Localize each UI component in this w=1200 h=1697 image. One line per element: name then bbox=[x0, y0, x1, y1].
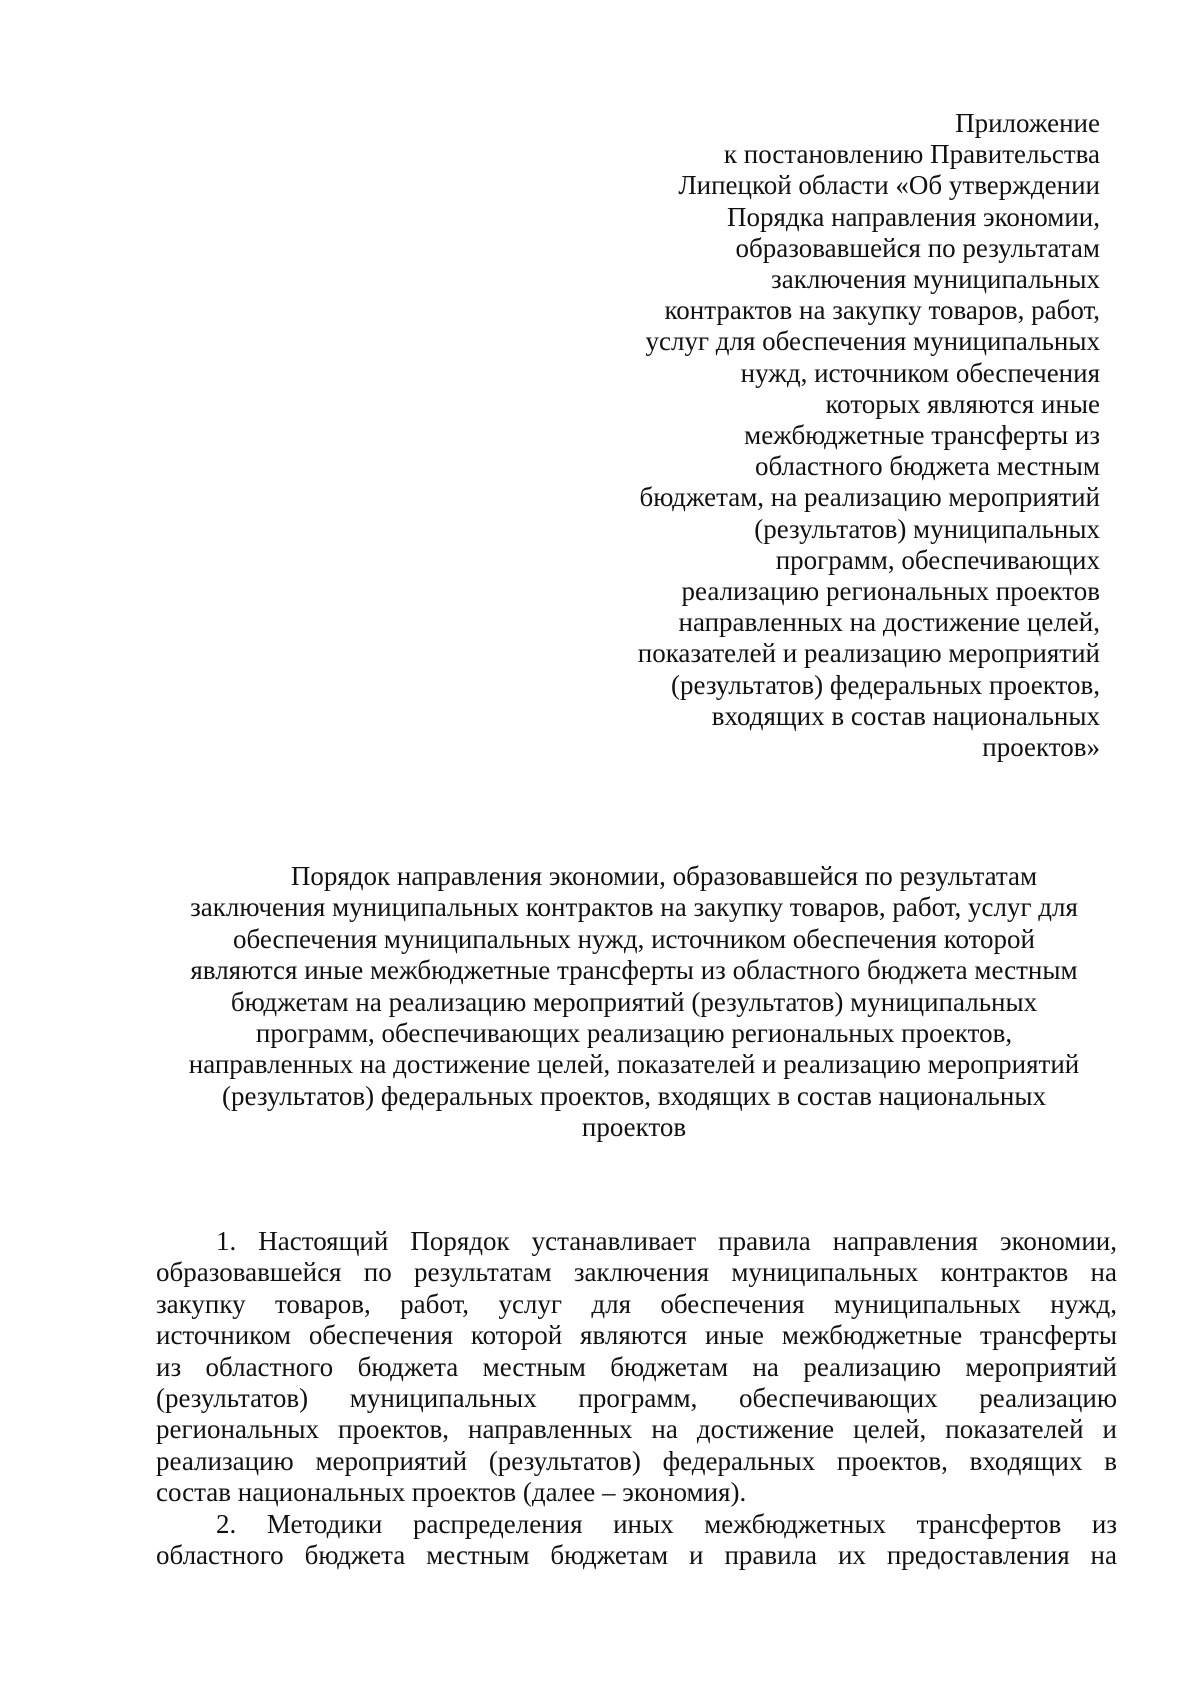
appendix-line: заключения муниципальных bbox=[771, 264, 1100, 295]
appendix-line: (результатов) муниципальных bbox=[754, 513, 1100, 544]
appendix-line: которых являются иные bbox=[825, 388, 1100, 419]
paragraph-line: региональных проектов, направленных на достижение целей, показателей и bbox=[156, 1414, 1117, 1445]
paragraph-line: источником обеспечения которой являются иные межбюджетные трансферты bbox=[156, 1320, 1117, 1351]
document-body bbox=[156, 1226, 1117, 1571]
paragraph-line: образовавшейся по результатам заключения муниципальных контрактов на bbox=[156, 1257, 1117, 1288]
appendix-line: проектов» bbox=[982, 732, 1100, 763]
appendix-line: показателей и реализацию мероприятий bbox=[637, 638, 1100, 669]
paragraph-line: закупку товаров, работ, услуг для обеспечения муниципальных нужд, bbox=[156, 1288, 1117, 1319]
paragraph-line: (результатов) муниципальных программ, обеспечивающих реализацию bbox=[156, 1383, 1117, 1414]
appendix-line: направленных на достижение целей, bbox=[678, 607, 1100, 638]
paragraph-1 bbox=[156, 1226, 1117, 1509]
appendix-line: входящих в состав национальных bbox=[711, 700, 1100, 731]
paragraph-line: 1. Настоящий Порядок устанавливает правила направления экономии, bbox=[216, 1226, 1117, 1256]
appendix-line: к постановлению Правительства bbox=[723, 139, 1100, 170]
appendix-line: межбюджетные трансферты из bbox=[744, 420, 1100, 451]
appendix-line: (результатов) федеральных проектов, bbox=[671, 669, 1100, 700]
appendix-line: реализацию региональных проектов bbox=[681, 576, 1100, 607]
title-line: являются иные межбюджетные трансферты из областного бюджета местным bbox=[190, 955, 1078, 986]
title-line: проектов bbox=[581, 1112, 687, 1143]
appendix-line: образовавшейся по результатам bbox=[735, 232, 1100, 263]
paragraph-line: из областного бюджета местным бюджетам на реализацию мероприятий bbox=[156, 1351, 1117, 1382]
appendix-line: бюджетам, на реализацию мероприятий bbox=[639, 482, 1100, 513]
appendix-line: программ, обеспечивающих bbox=[775, 544, 1100, 575]
paragraph-line: состав национальных проектов (далее – экономия). bbox=[156, 1477, 747, 1508]
paragraph-2 bbox=[156, 1509, 1117, 1572]
appendix-header bbox=[500, 108, 1100, 763]
appendix-line: контрактов на закупку товаров, работ, bbox=[664, 295, 1100, 326]
appendix-line: Порядка направления экономии, bbox=[726, 201, 1100, 232]
appendix-line: областного бюджета местным bbox=[754, 451, 1100, 482]
title-line: (результатов) федеральных проектов, входящих в состав национальных bbox=[222, 1080, 1046, 1111]
appendix-line: услуг для обеспечения муниципальных bbox=[645, 326, 1100, 357]
appendix-line: Приложение bbox=[955, 108, 1100, 138]
appendix-line: нужд, источником обеспечения bbox=[740, 357, 1100, 388]
appendix-line: Липецкой области «Об утверждении bbox=[678, 170, 1100, 201]
paragraph-line: 2. Методики распределения иных межбюджетных трансфертов из bbox=[216, 1508, 1117, 1539]
title-line: программ, обеспечивающих реализацию региональных проектов, bbox=[255, 1018, 1013, 1049]
title-line: бюджетам на реализацию мероприятий (результатов) муниципальных bbox=[230, 986, 1038, 1017]
document-title bbox=[150, 861, 1118, 1144]
title-line: обеспечения муниципальных нужд, источником обеспечения которой bbox=[233, 923, 1035, 954]
title-line: Порядок направления экономии, образовавшейся по результатам bbox=[290, 861, 1038, 891]
paragraph-line: областного бюджета местным бюджетам и правила их предоставления на bbox=[156, 1540, 1117, 1571]
paragraph-line: реализацию мероприятий (результатов) федеральных проектов, входящих в bbox=[156, 1445, 1117, 1476]
title-line: заключения муниципальных контрактов на закупку товаров, работ, услуг для bbox=[190, 892, 1078, 923]
title-line: направленных на достижение целей, показателей и реализацию мероприятий bbox=[188, 1049, 1080, 1080]
